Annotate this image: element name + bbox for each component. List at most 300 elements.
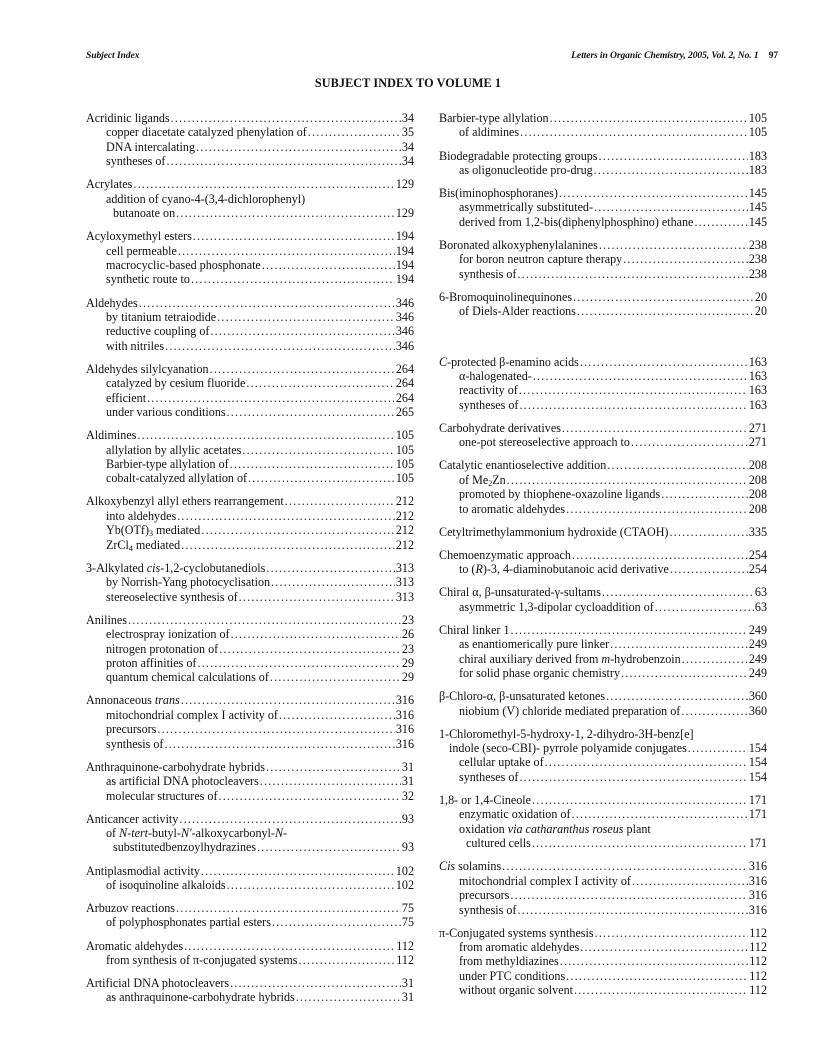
entry-label: $Yb(OTf)_3$ mediated bbox=[106, 523, 201, 539]
entry-label: butanoate on bbox=[113, 206, 176, 221]
dot-leader bbox=[299, 953, 396, 967]
entry-label: with nitriles bbox=[106, 338, 165, 353]
index-entry-group bbox=[439, 525, 767, 539]
page-reference: 316 bbox=[748, 902, 767, 917]
index-subentry bbox=[86, 509, 414, 523]
dot-leader bbox=[532, 836, 748, 850]
page-reference: 75 bbox=[401, 901, 414, 916]
page-reference: 212 bbox=[395, 523, 414, 538]
index-subentry bbox=[439, 600, 767, 614]
dot-leader bbox=[166, 154, 400, 168]
index-entry-group bbox=[439, 548, 767, 577]
index-subentry bbox=[439, 163, 767, 177]
dot-leader bbox=[230, 457, 395, 471]
index-heading bbox=[439, 290, 767, 304]
entry-label: Barbier-type allylation bbox=[439, 111, 549, 125]
dot-leader bbox=[517, 267, 747, 281]
index-subentry bbox=[86, 575, 414, 589]
page-reference: 316 bbox=[395, 693, 414, 708]
index-entry-group bbox=[439, 149, 767, 178]
index-heading bbox=[86, 812, 414, 826]
entry-label: copper diacetate catalyzed phenylation of bbox=[106, 125, 307, 140]
entry-label: Anticancer activity bbox=[86, 811, 179, 826]
entry-label: Anilines bbox=[86, 612, 127, 627]
entry-label: without organic solvent bbox=[459, 983, 573, 998]
entry-label: proton affinities of bbox=[106, 655, 197, 670]
page-reference: 29 bbox=[401, 655, 414, 670]
page-reference: 93 bbox=[401, 840, 414, 855]
page-reference: 316 bbox=[395, 707, 414, 722]
page-reference: 264 bbox=[395, 361, 414, 376]
page-reference: 35 bbox=[401, 125, 414, 140]
running-head-journal-info bbox=[571, 50, 778, 61]
entry-label: Chiral linker 1 bbox=[439, 622, 510, 637]
index-subentry bbox=[439, 398, 767, 412]
entry-label: allylation by allylic acetates bbox=[106, 442, 242, 457]
dot-leader bbox=[266, 561, 395, 575]
dot-leader bbox=[285, 494, 395, 508]
page-reference: 75 bbox=[401, 915, 414, 930]
dot-leader bbox=[566, 969, 748, 983]
index-entry-group bbox=[439, 859, 767, 917]
page-reference: 346 bbox=[395, 295, 414, 310]
dot-leader bbox=[532, 793, 748, 807]
entry-label: of polyphosphonates partial esters bbox=[106, 915, 271, 930]
index-heading bbox=[86, 296, 414, 310]
entry-label: of Diels-Alder reactions bbox=[459, 304, 576, 319]
entry-label: mitochondrial complex I activity of bbox=[459, 873, 631, 888]
dot-leader bbox=[670, 562, 748, 576]
entry-label: by Norrish-Yang photocyclisation bbox=[106, 575, 271, 590]
index-heading bbox=[439, 421, 767, 435]
entry-label: as enantiomerically pure linker bbox=[459, 637, 610, 652]
index-entry-group bbox=[86, 177, 414, 220]
index-heading bbox=[439, 623, 767, 637]
index-subentry bbox=[86, 391, 414, 405]
page-reference: 163 bbox=[748, 369, 767, 384]
index-subentry bbox=[86, 656, 414, 670]
index-heading bbox=[439, 238, 767, 252]
dot-leader bbox=[272, 915, 401, 929]
index-heading bbox=[86, 177, 414, 191]
index-heading bbox=[86, 494, 414, 508]
entry-label: enzymatic oxidation of bbox=[459, 807, 571, 822]
index-subentry bbox=[439, 666, 767, 680]
dot-leader bbox=[574, 983, 748, 997]
entry-label: reactivity of bbox=[459, 383, 518, 398]
entry-label: for boron neutron capture therapy bbox=[459, 252, 623, 267]
entry-label: Bis(iminophosphoranes) bbox=[439, 186, 558, 200]
page-reference: 112 bbox=[396, 938, 414, 953]
dot-leader bbox=[572, 548, 748, 562]
running-head bbox=[86, 50, 778, 61]
dot-leader bbox=[607, 458, 748, 472]
page-reference: 29 bbox=[401, 670, 414, 685]
dot-leader bbox=[181, 693, 395, 707]
entry-label: efficient bbox=[106, 390, 147, 405]
page-reference: 249 bbox=[748, 666, 767, 681]
page-reference: 63 bbox=[754, 599, 767, 614]
dot-leader bbox=[520, 125, 748, 139]
entry-label: DNA intercalating bbox=[106, 139, 195, 154]
dot-leader bbox=[545, 755, 748, 769]
dot-leader bbox=[178, 244, 395, 258]
index-entry-group bbox=[439, 355, 767, 413]
page-reference: 34 bbox=[401, 154, 414, 169]
dot-leader bbox=[562, 421, 748, 435]
index-subentry bbox=[439, 652, 767, 666]
index-subentry bbox=[439, 940, 767, 954]
entry-label: chiral auxiliary derived from m-hydrobenzoin bbox=[459, 651, 681, 666]
index-subentry bbox=[86, 154, 414, 168]
page-reference: 102 bbox=[395, 863, 414, 878]
index-heading bbox=[86, 939, 414, 953]
dot-leader bbox=[246, 376, 395, 390]
page-reference: 31 bbox=[401, 774, 414, 789]
dot-leader bbox=[201, 523, 395, 537]
index-entry-group bbox=[439, 238, 767, 281]
index-heading bbox=[439, 458, 767, 472]
dot-leader bbox=[655, 600, 754, 614]
entry-label: mitochondrial complex I activity of bbox=[106, 707, 278, 722]
page-reference: 208 bbox=[748, 501, 767, 516]
dot-leader bbox=[308, 125, 401, 139]
page-reference: 316 bbox=[748, 873, 767, 888]
index-heading bbox=[439, 926, 767, 940]
dot-leader bbox=[210, 362, 395, 376]
page-reference: 112 bbox=[396, 952, 414, 967]
index-subentry bbox=[439, 741, 767, 755]
index-entry-group bbox=[86, 760, 414, 803]
index-subentry bbox=[439, 200, 767, 214]
index-subentry bbox=[439, 807, 767, 821]
index-subentry bbox=[86, 990, 414, 1004]
entry-label: 3-Alkylated cis-1,2-cyclobutanediols bbox=[86, 560, 266, 575]
index-subentry bbox=[86, 272, 414, 286]
entry-label: Aldimines bbox=[86, 428, 137, 443]
index-subentry bbox=[86, 457, 414, 471]
page-reference: 23 bbox=[401, 641, 414, 656]
dot-leader bbox=[176, 901, 401, 915]
index-column-right bbox=[439, 111, 767, 1006]
dot-leader bbox=[606, 689, 748, 703]
page-reference: 194 bbox=[395, 243, 414, 258]
entry-label: asymmetrically substituted- bbox=[459, 200, 594, 215]
index-subentry bbox=[439, 435, 767, 449]
index-heading bbox=[439, 111, 767, 125]
dot-leader bbox=[594, 200, 748, 214]
index-subentry bbox=[86, 722, 414, 736]
entry-label: precursors bbox=[106, 722, 157, 737]
index-subentry bbox=[86, 789, 414, 803]
index-entry-group bbox=[439, 926, 767, 998]
index-subentry bbox=[86, 737, 414, 751]
page-reference: 360 bbox=[748, 689, 767, 704]
entry-label: from aromatic aldehydes bbox=[459, 940, 580, 954]
index-heading bbox=[439, 859, 767, 873]
entry-label: Annonaceous trans bbox=[86, 693, 180, 708]
entry-label: quantum chemical calculations of bbox=[106, 670, 269, 685]
index-entry-group bbox=[86, 561, 414, 604]
dot-leader bbox=[594, 163, 748, 177]
entry-label: as oligonucleotide pro-drug bbox=[459, 162, 593, 177]
index-heading bbox=[86, 693, 414, 707]
page-reference: 105 bbox=[395, 442, 414, 457]
entry-label: Chiral α, β-unsaturated-γ-sultams bbox=[439, 585, 601, 600]
dot-leader bbox=[260, 774, 401, 788]
index-heading bbox=[86, 111, 414, 125]
entry-label: syntheses of bbox=[459, 769, 519, 784]
index-heading bbox=[439, 186, 767, 200]
dot-leader bbox=[177, 509, 395, 523]
page-reference: 163 bbox=[748, 354, 767, 369]
index-subentry bbox=[439, 903, 767, 917]
page-reference: 171 bbox=[748, 807, 767, 822]
dot-leader bbox=[595, 926, 749, 940]
index-subentry bbox=[86, 192, 414, 206]
dot-leader bbox=[694, 215, 747, 229]
entry-label: niobium (V) chloride mediated preparation of bbox=[459, 703, 681, 718]
running-head-section: Subject Index bbox=[86, 50, 140, 61]
index-heading bbox=[86, 362, 414, 376]
dot-leader bbox=[210, 324, 394, 338]
page-reference: 335 bbox=[748, 524, 767, 539]
entry-label: promoted by thiophene-oxazoline ligands bbox=[459, 487, 661, 502]
dot-leader bbox=[533, 369, 748, 383]
index-entry-group bbox=[86, 362, 414, 420]
entry-label: Carbohydrate derivatives bbox=[439, 420, 561, 435]
page-reference: 112 bbox=[749, 983, 767, 998]
index-subentry bbox=[439, 874, 767, 888]
index-subentry bbox=[439, 969, 767, 983]
page-reference: 154 bbox=[748, 741, 767, 756]
dot-leader bbox=[133, 177, 395, 191]
dot-leader bbox=[196, 140, 401, 154]
index-heading bbox=[439, 525, 767, 539]
index-entry-group bbox=[439, 458, 767, 516]
entry-label: molecular structures of bbox=[106, 788, 218, 803]
index-subentry bbox=[86, 405, 414, 419]
entry-label: Catalytic enantioselective addition bbox=[439, 458, 607, 473]
dot-leader bbox=[610, 637, 748, 651]
index-subentry bbox=[439, 983, 767, 997]
entry-label: under PTC conditions bbox=[459, 968, 566, 983]
entry-label: cobalt-catalyzed allylation of bbox=[106, 471, 248, 486]
page-reference: 163 bbox=[748, 397, 767, 412]
dot-leader bbox=[230, 976, 401, 990]
dot-leader bbox=[193, 229, 395, 243]
index-entry-group bbox=[86, 613, 414, 685]
entry-label: from methyldiazines bbox=[459, 954, 559, 969]
entry-label: asymmetric 1,3-dipolar cycloaddition of bbox=[459, 599, 654, 614]
index-subentry bbox=[439, 369, 767, 383]
page-reference: 171 bbox=[748, 792, 767, 807]
index-subentry bbox=[86, 915, 414, 929]
dot-leader bbox=[631, 435, 748, 449]
page-reference: 112 bbox=[749, 968, 767, 983]
dot-leader bbox=[248, 471, 395, 485]
entry-label: one-pot stereoselective approach to bbox=[459, 435, 630, 450]
dot-leader bbox=[271, 575, 395, 589]
dot-leader bbox=[242, 443, 395, 457]
entry-label: to (R)-3, 4-diaminobutanoic acid derivative bbox=[459, 562, 669, 577]
entry-label: synthesis of bbox=[459, 266, 517, 281]
dot-leader bbox=[580, 940, 748, 954]
dot-leader bbox=[128, 613, 401, 627]
page-reference: 249 bbox=[748, 622, 767, 637]
entry-label: from synthesis of π-conjugated systems bbox=[106, 952, 298, 967]
entry-label: Biodegradable protecting groups bbox=[439, 148, 598, 163]
entry-label: of aldimines bbox=[459, 125, 520, 140]
dot-leader bbox=[164, 737, 394, 751]
dot-leader bbox=[511, 623, 748, 637]
entry-label: of N-tert-butyl-N′-alkoxycarbonyl-N- bbox=[106, 826, 288, 841]
index-entry-group bbox=[86, 494, 414, 552]
page-reference: 93 bbox=[401, 811, 414, 826]
entry-label: synthesis of bbox=[459, 902, 517, 917]
entry-label: nitrogen protonation of bbox=[106, 641, 219, 656]
page-reference: 31 bbox=[401, 976, 414, 991]
page-reference: 34 bbox=[401, 139, 414, 154]
page-reference: 63 bbox=[754, 585, 767, 600]
index-subentry bbox=[439, 755, 767, 769]
entry-label: synthetic route to bbox=[106, 272, 190, 287]
page-reference: 31 bbox=[401, 990, 414, 1005]
entry-label: 1-Chloromethyl-5-hydroxy-1, 2-dihydro-3H-benz[e] bbox=[439, 726, 694, 741]
dot-leader bbox=[179, 812, 401, 826]
index-subentry bbox=[439, 215, 767, 229]
dot-leader bbox=[176, 206, 395, 220]
dot-leader bbox=[580, 355, 748, 369]
entry-label: stereoselective synthesis of bbox=[106, 589, 238, 604]
dot-leader bbox=[681, 704, 748, 718]
entry-label: into aldehydes bbox=[106, 508, 177, 523]
index-entry-group bbox=[86, 976, 414, 1005]
page-reference: 212 bbox=[395, 494, 414, 509]
index-subentry bbox=[439, 304, 767, 318]
entry-label: for solid phase organic chemistry bbox=[459, 666, 620, 681]
entry-label: C-protected β-enamino acids bbox=[439, 354, 579, 369]
dot-leader bbox=[682, 652, 748, 666]
entry-label: Cis solamins bbox=[439, 859, 502, 874]
page-reference: 346 bbox=[395, 324, 414, 339]
page-reference: 105 bbox=[395, 471, 414, 486]
dot-leader bbox=[231, 627, 401, 641]
entry-label: syntheses of bbox=[459, 397, 519, 412]
page-reference: 254 bbox=[748, 562, 767, 577]
index-entry-group bbox=[439, 793, 767, 851]
dot-leader bbox=[550, 111, 748, 125]
index-subentry bbox=[439, 487, 767, 501]
index-subentry bbox=[439, 954, 767, 968]
dot-leader bbox=[623, 252, 748, 266]
index-entry-group bbox=[86, 939, 414, 968]
dot-leader bbox=[519, 398, 747, 412]
index-heading bbox=[86, 428, 414, 442]
entry-label: syntheses of bbox=[106, 154, 166, 169]
dot-leader bbox=[599, 149, 748, 163]
page-reference: 163 bbox=[748, 383, 767, 398]
index-subentry bbox=[86, 471, 414, 485]
page-reference: 313 bbox=[395, 575, 414, 590]
index-entry-group bbox=[439, 689, 767, 718]
page-reference: 32 bbox=[401, 788, 414, 803]
page-reference: 194 bbox=[395, 229, 414, 244]
page-reference: 264 bbox=[395, 390, 414, 405]
page-reference: 105 bbox=[748, 125, 767, 140]
entry-label: to aromatic aldehydes bbox=[459, 501, 566, 516]
dot-leader bbox=[266, 760, 401, 774]
entry-label: Alkoxybenzyl allyl ethers rearrangement bbox=[86, 494, 284, 509]
dot-leader bbox=[181, 538, 395, 552]
page-reference: 238 bbox=[748, 237, 767, 252]
dot-leader bbox=[227, 878, 395, 892]
dot-leader bbox=[517, 903, 747, 917]
entry-label: Boronated alkoxyphenylalanines bbox=[439, 237, 598, 252]
index-entry-group bbox=[86, 111, 414, 169]
index-heading bbox=[439, 548, 767, 562]
page-reference: 105 bbox=[395, 456, 414, 471]
page-reference: 313 bbox=[395, 560, 414, 575]
entry-label: of $Me_2Zn$ bbox=[459, 472, 506, 488]
entry-label: as anthraquinone-carbohydrate hybrids bbox=[106, 990, 295, 1005]
entry-label: cell permeable bbox=[106, 243, 177, 258]
index-subentry bbox=[86, 538, 414, 552]
index-entry-group bbox=[86, 229, 414, 287]
page-reference: 145 bbox=[748, 214, 767, 229]
entry-label: macrocyclic-based phosphonate bbox=[106, 258, 261, 273]
page-reference: 208 bbox=[748, 458, 767, 473]
dot-leader bbox=[197, 656, 400, 670]
dot-leader bbox=[139, 296, 395, 310]
index-heading bbox=[86, 229, 414, 243]
index-subentry bbox=[86, 339, 414, 353]
index-heading bbox=[86, 901, 414, 915]
index-column-left bbox=[86, 111, 414, 1014]
entry-label: precursors bbox=[459, 888, 510, 903]
page-number: 97 bbox=[768, 50, 778, 61]
index-heading bbox=[86, 760, 414, 774]
entry-label: Anthraquinone-carbohydrate hybrids bbox=[86, 759, 265, 774]
index-entry-group bbox=[439, 290, 767, 319]
index-heading bbox=[86, 561, 414, 575]
entry-label: cultured cells bbox=[466, 836, 531, 851]
page-reference: 271 bbox=[748, 435, 767, 450]
index-subentry bbox=[439, 562, 767, 576]
page-reference: 23 bbox=[401, 612, 414, 627]
page-reference: 112 bbox=[749, 954, 767, 969]
dot-leader bbox=[519, 770, 747, 784]
page-reference: 313 bbox=[395, 589, 414, 604]
entry-label: catalyzed by cesium fluoride bbox=[106, 376, 246, 391]
page-reference: 171 bbox=[748, 836, 767, 851]
entry-label: oxidation via catharanthus roseus plant bbox=[459, 821, 651, 836]
page-reference: 129 bbox=[395, 177, 414, 192]
page-reference: 254 bbox=[748, 547, 767, 562]
index-heading bbox=[439, 585, 767, 599]
page-reference: 212 bbox=[395, 537, 414, 552]
dot-leader bbox=[217, 310, 395, 324]
index-subentry bbox=[86, 642, 414, 656]
entry-label: Artificial DNA photocleavers bbox=[86, 976, 230, 991]
index-subentry bbox=[86, 878, 414, 892]
index-heading bbox=[86, 864, 414, 878]
index-subentry bbox=[86, 953, 414, 967]
dot-leader bbox=[257, 840, 401, 854]
dot-leader bbox=[573, 290, 754, 304]
entry-label: cellular uptake of bbox=[459, 755, 544, 770]
entry-label: Acrylates bbox=[86, 177, 133, 192]
